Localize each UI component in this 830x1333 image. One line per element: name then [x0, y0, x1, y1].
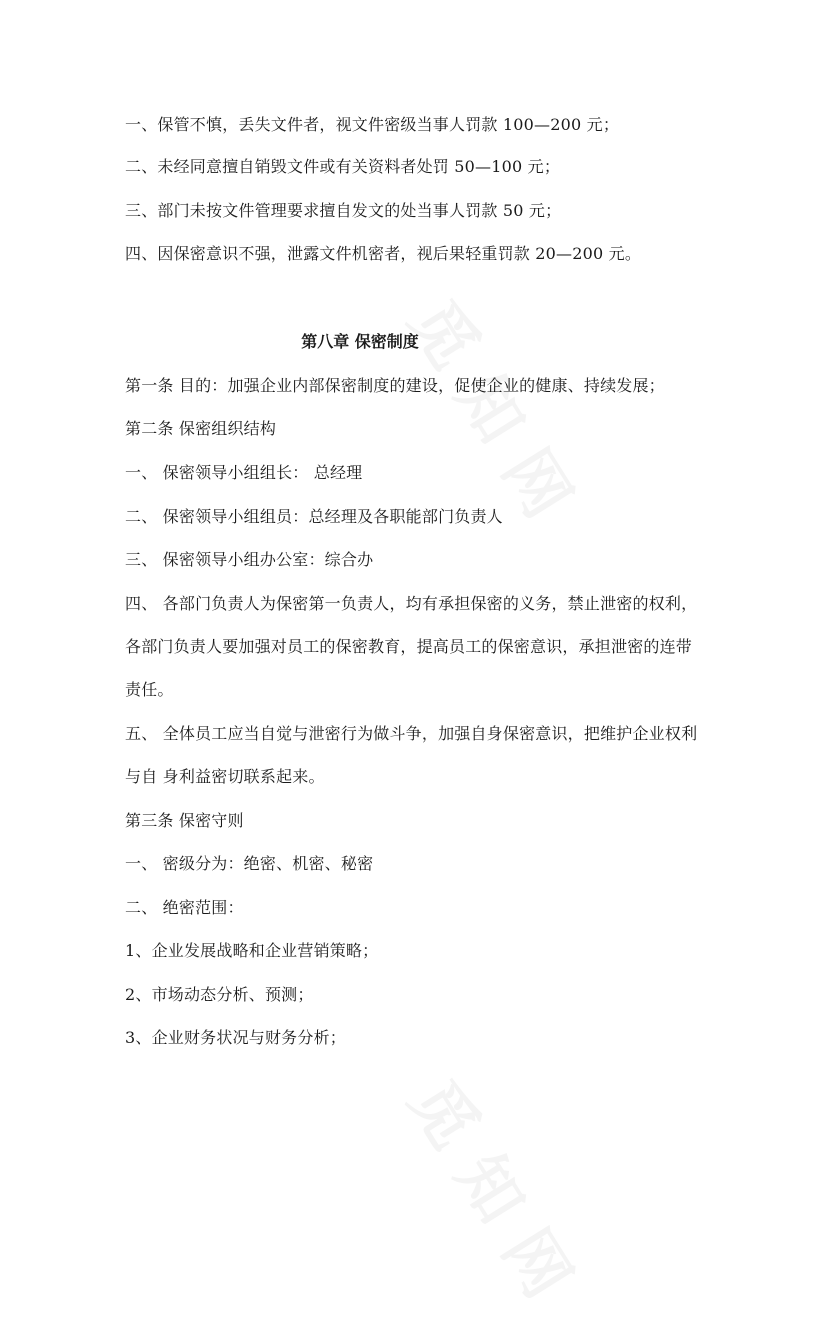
- article-2-title: 第二条 保密组织结构: [125, 419, 277, 438]
- penalty-line-3: 三、部门未按文件管理要求擅自发文的处当事人罚款 50 元；: [125, 201, 562, 220]
- article-1: 第一条 目的：加强企业内部保密制度的建设，促使企业的健康、持续发展；: [125, 376, 665, 395]
- org-item-5-line-1: 五、 全体员工应当自觉与泄密行为做斗争，加强自身保密意识，把维护企业权利: [125, 724, 698, 743]
- org-item-2: 二、 保密领导小组组员：总经理及各职能部门负责人: [125, 507, 503, 526]
- watermark-bottom: [392, 1060, 610, 1333]
- org-item-3: 三、 保密领导小组办公室：综合办: [125, 550, 374, 569]
- org-item-1: 一、 保密领导小组组长： 总经理: [125, 463, 363, 482]
- top-secret-item-3: 3、企业财务状况与财务分析；: [125, 1028, 346, 1047]
- top-secret-item-2: 2、市场动态分析、预测；: [125, 985, 314, 1004]
- article-3-title: 第三条 保密守则: [125, 811, 244, 830]
- org-item-4-line-2: 各部门负责人要加强对员工的保密教育，提高员工的保密意识，承担泄密的连带: [125, 637, 693, 656]
- rule-item-2: 二、 绝密范围：: [125, 898, 244, 917]
- rule-item-1: 一、 密级分为：绝密、机密、秘密: [125, 854, 374, 873]
- penalty-line-4: 四、因保密意识不强，泄露文件机密者，视后果轻重罚款 20—200 元。: [125, 244, 642, 263]
- org-item-4-line-3: 责任。: [125, 680, 174, 699]
- chapter-heading: 第八章 保密制度: [301, 332, 419, 351]
- top-secret-item-1: 1、企业发展战略和企业营销策略；: [125, 941, 379, 960]
- penalty-line-2: 二、未经同意擅自销毁文件或有关资料者处罚 50—100 元；: [125, 157, 561, 176]
- penalty-line-1: 一、保管不慎，丢失文件者，视文件密级当事人罚款 100—200 元；: [125, 115, 620, 134]
- org-item-4-line-1: 四、 各部门负责人为保密第一负责人，均有承担保密的义务，禁止泄密的权利，: [125, 594, 698, 613]
- org-item-5-line-2: 与自 身利益密切联系起来。: [125, 767, 325, 786]
